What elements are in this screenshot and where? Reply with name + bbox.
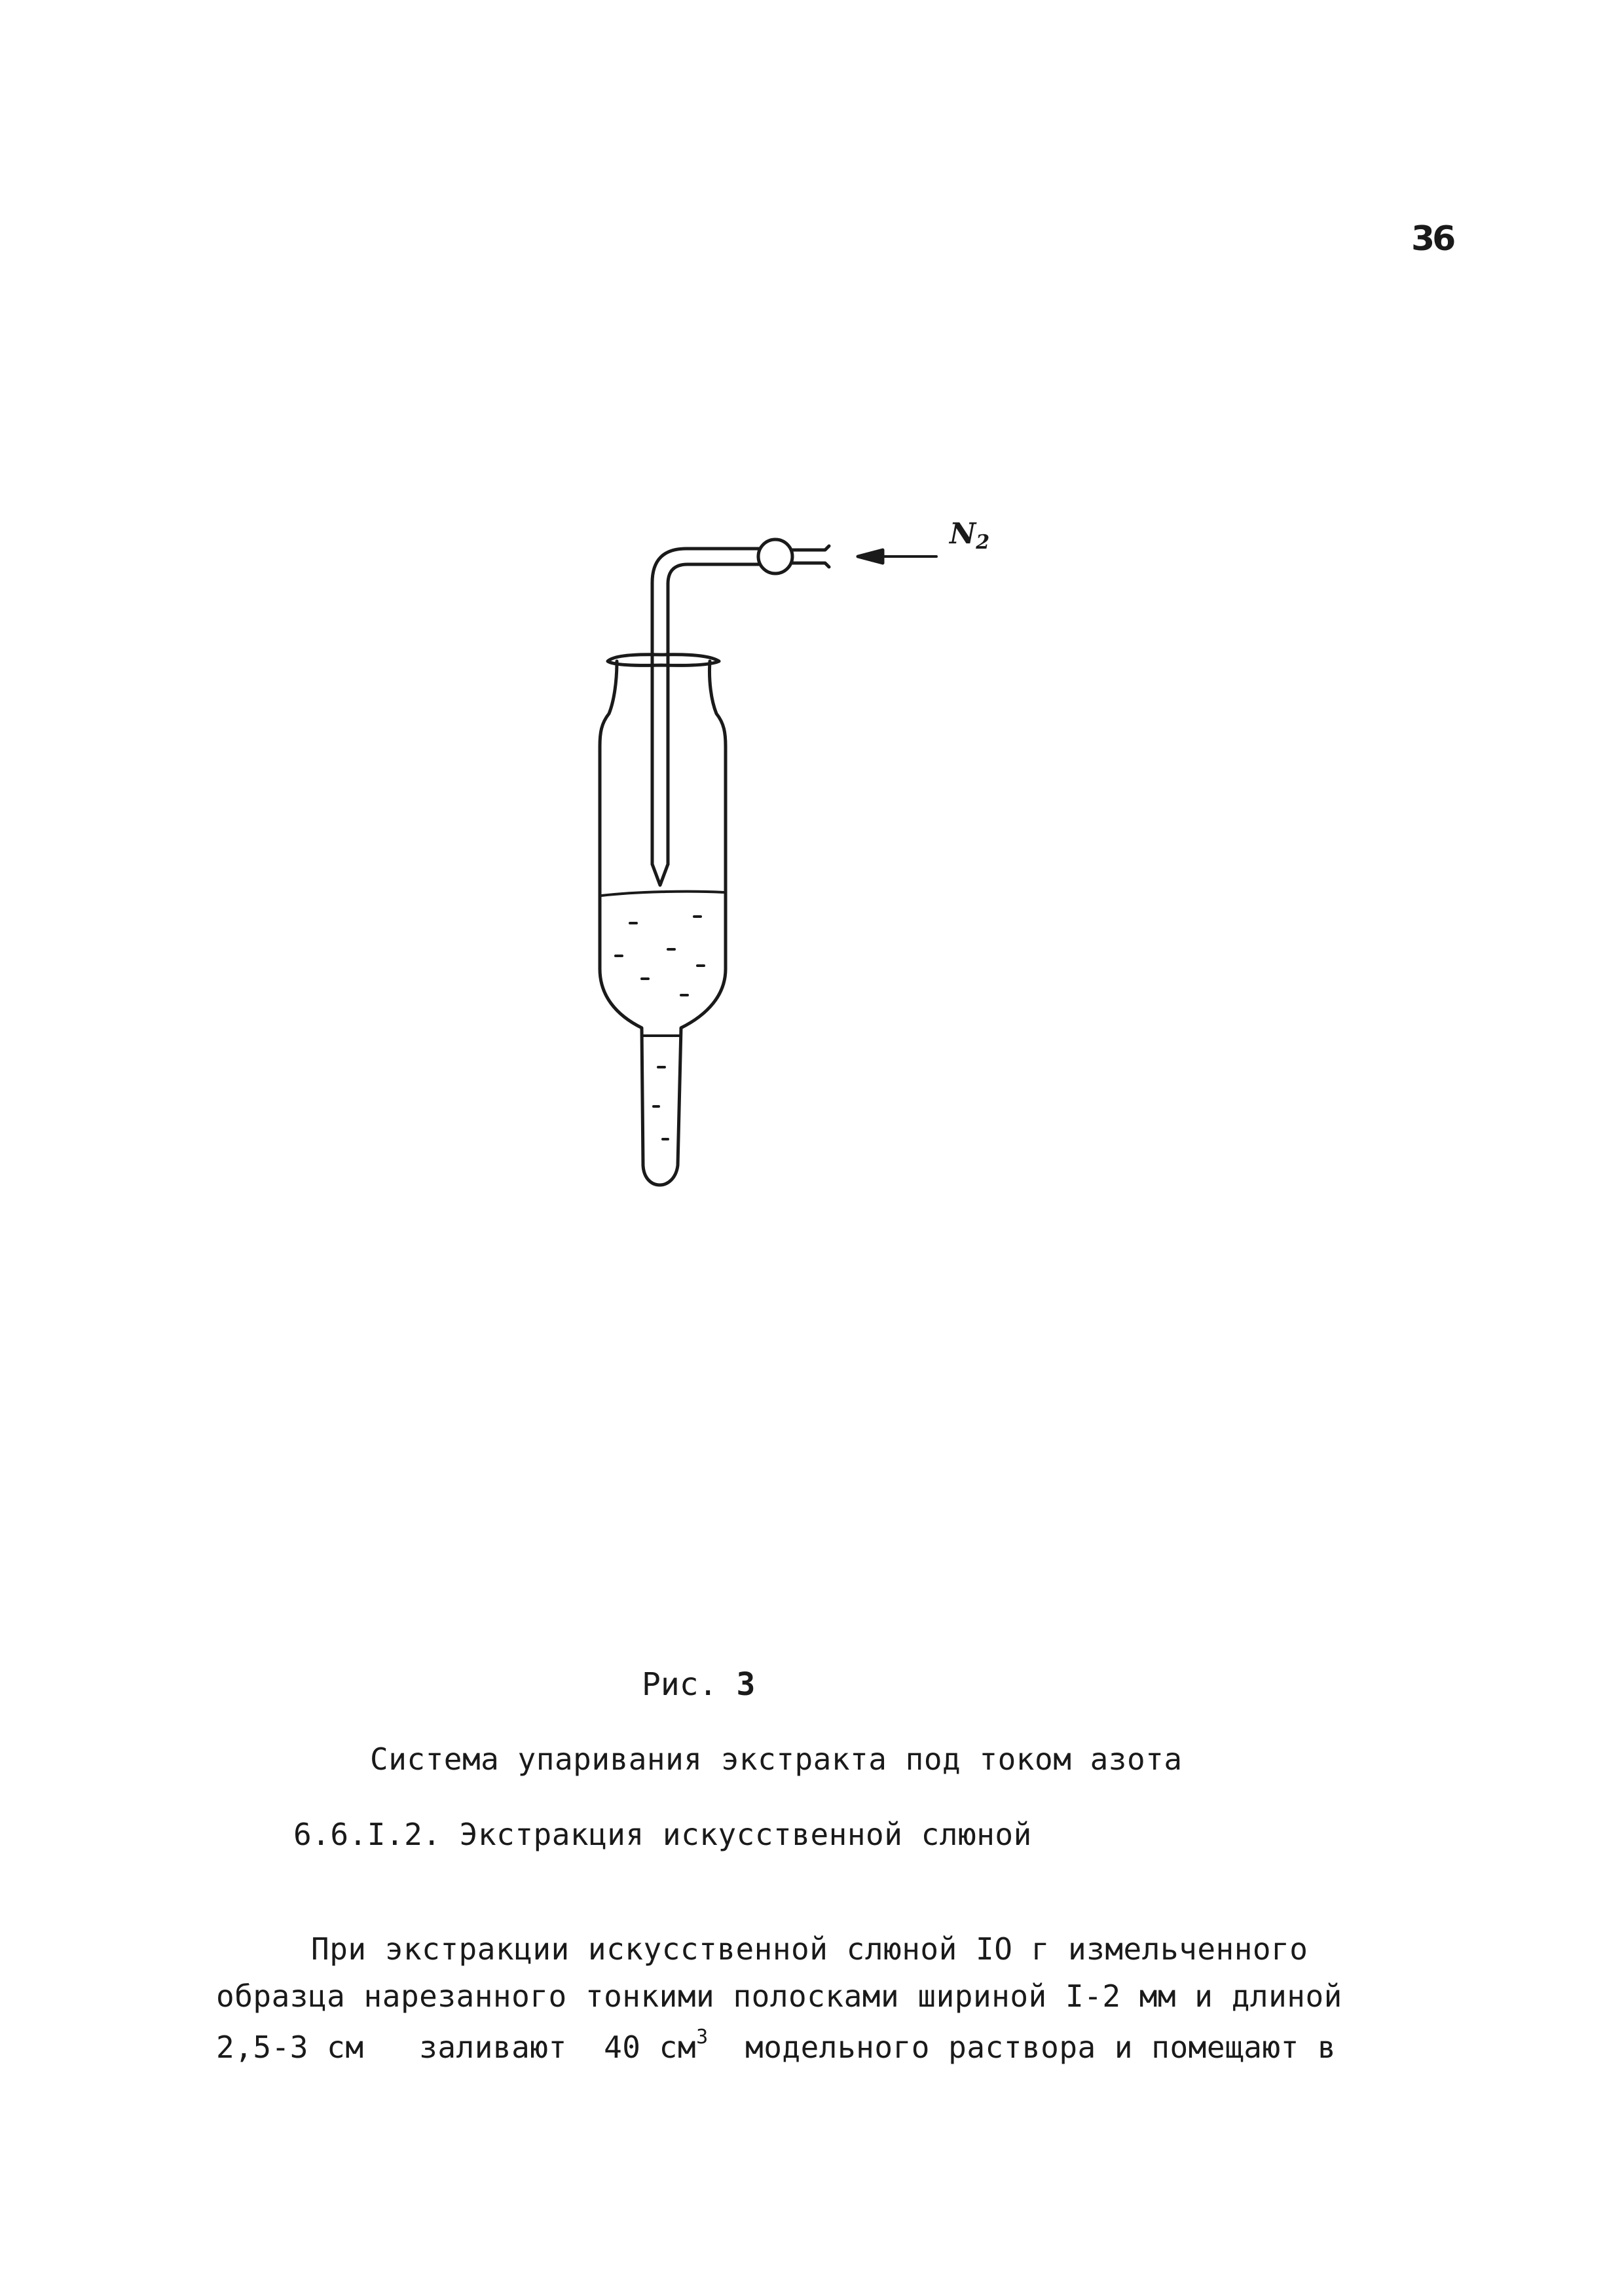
figure-label-text: Рис. (642, 1666, 718, 1703)
apparatus-drawing (576, 498, 1100, 1218)
figure-label-number: 3 (736, 1666, 756, 1703)
stopcock-bulb (758, 539, 792, 574)
liquid-level (601, 892, 724, 896)
n2-label: N2 (950, 517, 990, 554)
figure-caption-title: Система упаривания экстракта под током азота (370, 1741, 1183, 1777)
flask-rim (608, 655, 719, 666)
paragraph-line: образца нарезанного тонкими полосками шириной I-2 мм и длиной (216, 1978, 1342, 2014)
flask-outline (600, 661, 726, 1185)
superscript: 3 (696, 2026, 709, 2049)
paragraph-line: При экстракции искусственной слюной IO г измельченного (311, 1931, 1308, 1967)
n2-arrow-head (858, 550, 883, 563)
page-number: 36 (1411, 219, 1454, 259)
paragraph-line: 2,5-3 см заливают 40 $см^3$ модельного раствора и помещают в (216, 2026, 1337, 2065)
figure-caption-label (642, 1666, 755, 1703)
section-heading: 6.6.I.2. Экстракция искусственной слюной (293, 1817, 1032, 1852)
figure-evaporation-apparatus (576, 498, 1100, 1218)
